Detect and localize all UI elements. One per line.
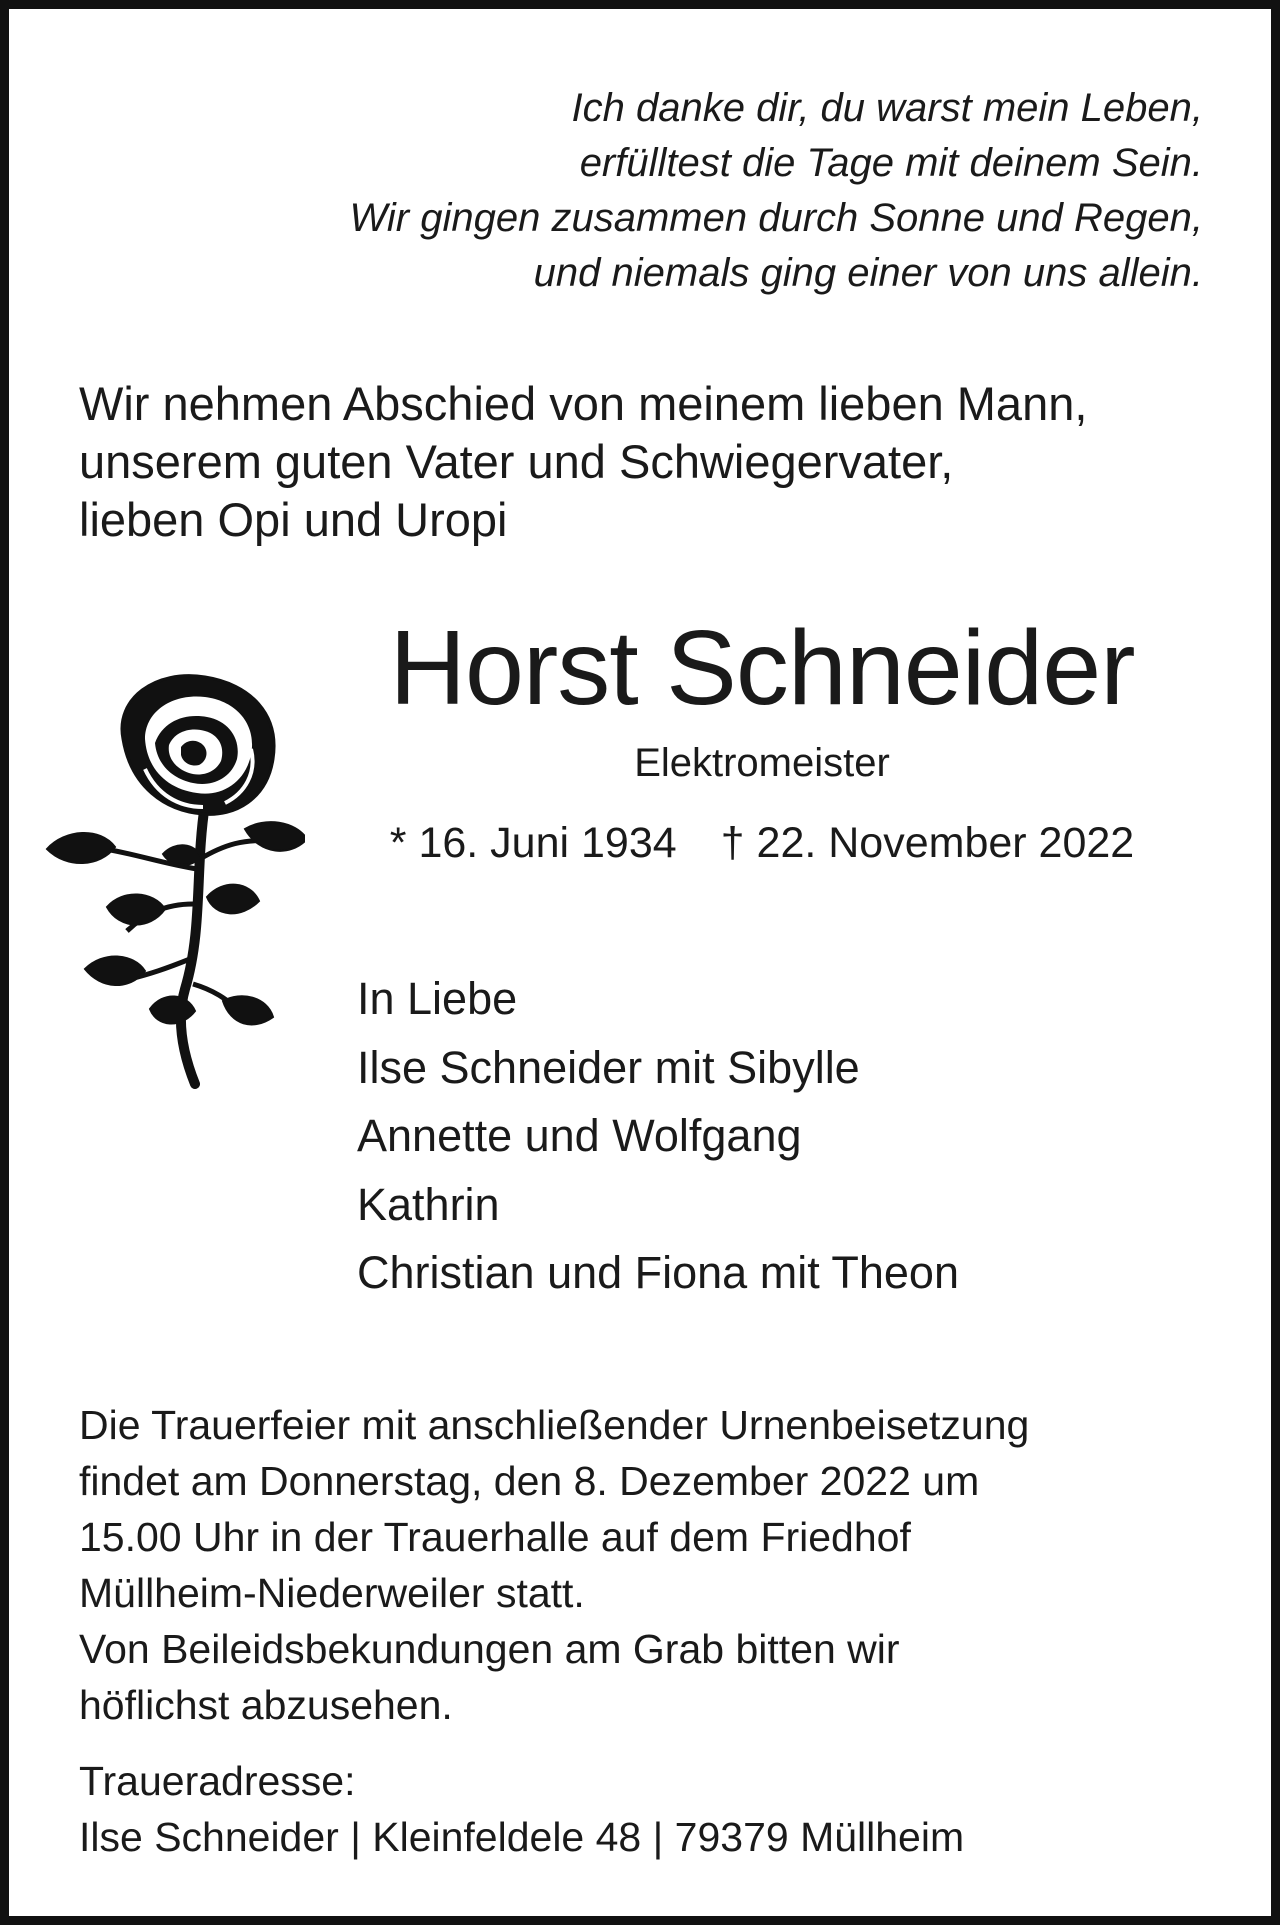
poem-line: und niemals ging einer von uns allein. — [533, 251, 1203, 295]
poem-line: Ich danke dir, du warst mein Leben, — [571, 86, 1203, 130]
poem-line: erfülltest die Tage mit deinem Sein. — [579, 141, 1203, 185]
mourning-address — [79, 1753, 1229, 1865]
poem-line: Wir gingen zusammen durch Sonne und Regen, — [349, 196, 1203, 240]
mourner-line: Ilse Schneider mit Sibylle — [357, 1041, 860, 1093]
mourner-line: Christian und Fiona mit Theon — [357, 1247, 959, 1298]
life-dates — [297, 817, 1227, 869]
deceased-name: Horst Schneider — [389, 609, 1135, 727]
birth-date: * 16. Juni 1934 — [389, 819, 677, 867]
funeral-line: Müllheim-Niederweiler statt. — [79, 1570, 585, 1616]
funeral-line: höflichst abzusehen. — [79, 1682, 453, 1728]
farewell-intro — [79, 375, 1229, 549]
poem — [103, 81, 1203, 301]
funeral-info — [79, 1397, 1229, 1733]
intro-line: unserem guten Vater und Schwiegervater, — [79, 435, 954, 488]
intro-line: Wir nehmen Abschied von meinem lieben Mann, — [79, 377, 1088, 430]
address-value: Ilse Schneider | Kleinfeldele 48 | 79379 Müllheim — [79, 1814, 965, 1860]
mourners-list — [357, 965, 1217, 1308]
address-label: Traueradresse: — [79, 1758, 356, 1804]
death-date: † 22. November 2022 — [720, 819, 1135, 867]
funeral-line: Die Trauerfeier mit anschließender Urnenbeisetzung — [79, 1402, 1030, 1448]
rose-icon — [45, 669, 305, 1089]
funeral-line: Von Beileidsbekundungen am Grab bitten wir — [79, 1626, 900, 1672]
funeral-line: 15.00 Uhr in der Trauerhalle auf dem Friedhof — [79, 1514, 911, 1560]
mourner-line: Annette und Wolfgang — [357, 1110, 802, 1161]
intro-line: lieben Opi und Uropi — [79, 493, 508, 546]
deceased-profession: Elektromeister — [634, 741, 890, 785]
mourner-line: Kathrin — [357, 1178, 500, 1230]
funeral-line: findet am Donnerstag, den 8. Dezember 2022 um — [79, 1458, 980, 1504]
mourner-line: In Liebe — [357, 973, 518, 1024]
